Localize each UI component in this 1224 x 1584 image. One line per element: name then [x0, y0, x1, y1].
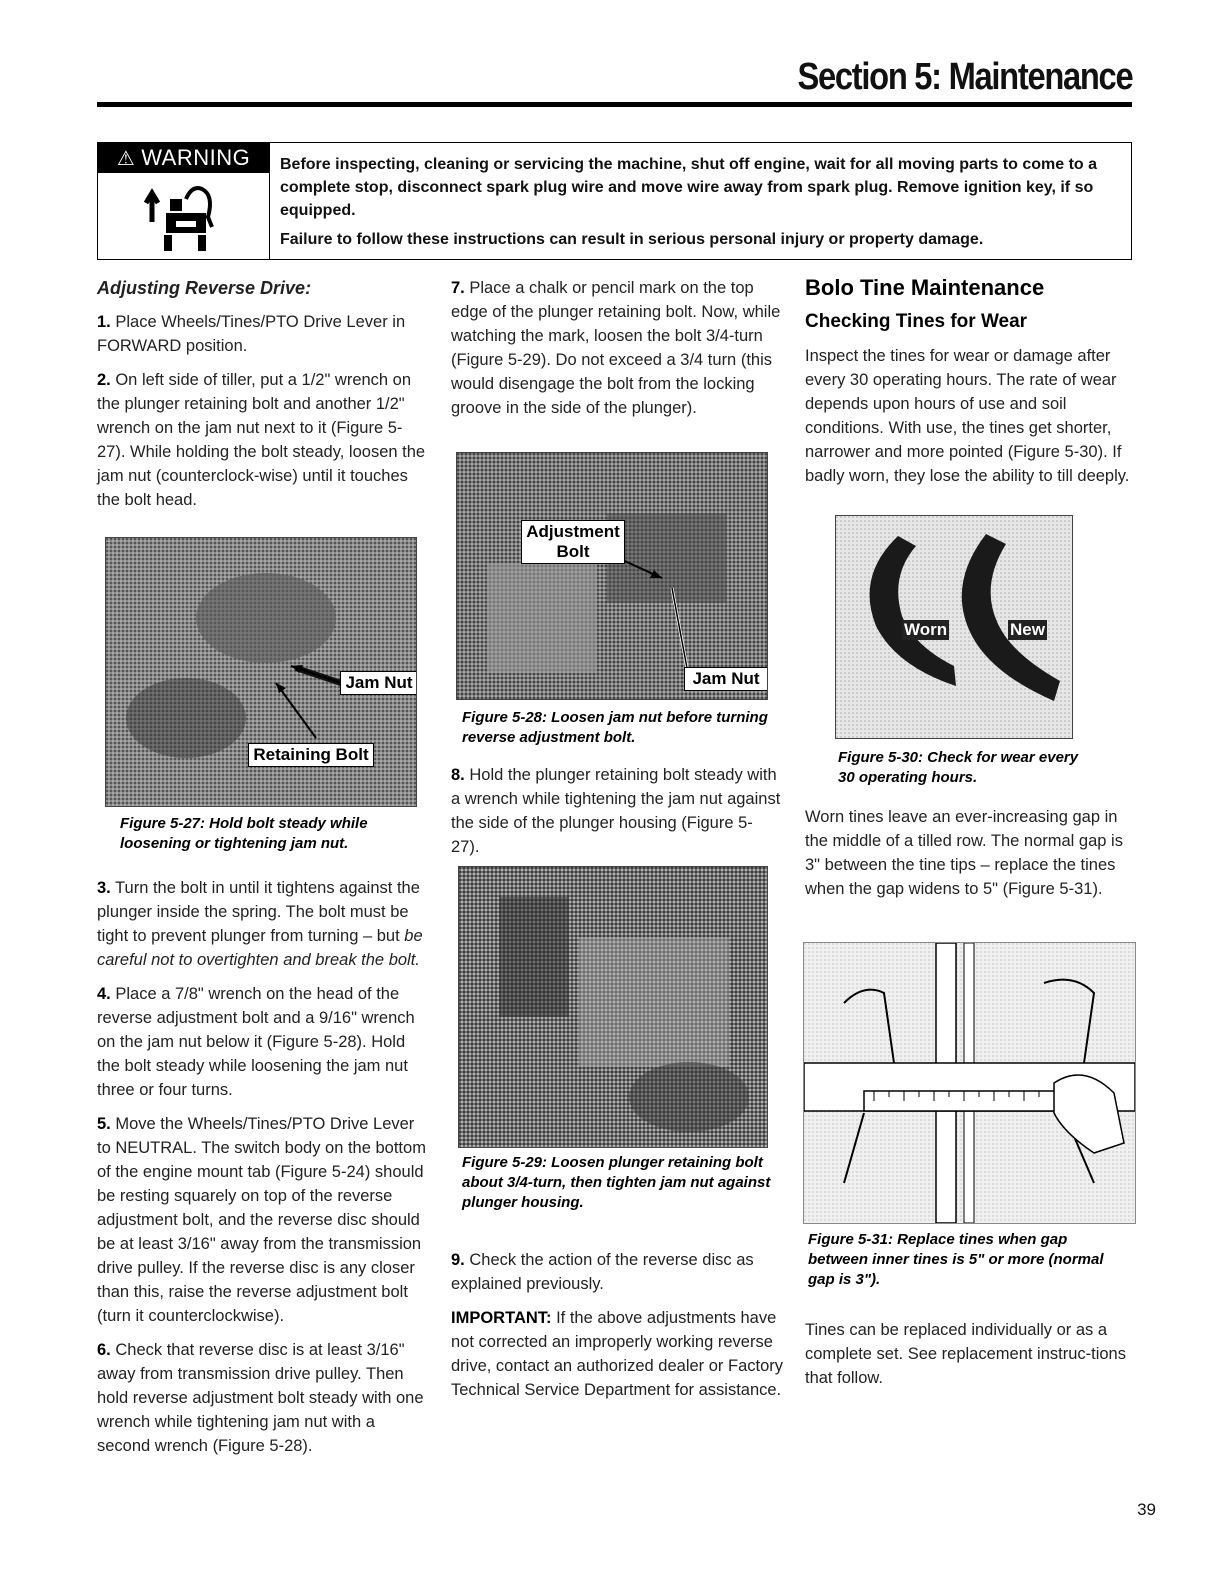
- important-note: IMPORTANT: If the above adjustments have not corrected an improperly working reverse drive, contact an authorized dealer or Factory Technical Service Department for assistance.: [451, 1309, 784, 1399]
- figure-5-27-caption-wrap: [120, 814, 420, 854]
- column-right-lower: [805, 1318, 1135, 1400]
- figure-5-30-caption-wrap: [838, 748, 1098, 788]
- step-7: 7. Place a chalk or pencil mark on the top edge of the plunger retaining bolt. Now, while watching the mark, loosen the bolt 3/4-turn (Figure 5-29). Do not exceed a 3/4 turn (this would disengage the bolt from the locking groove in the side of the plunger).: [451, 279, 781, 417]
- column-middle-step-8: [451, 763, 781, 869]
- figure-5-28-caption-wrap: [462, 708, 772, 748]
- warning-label: ⚠ WARNING: [98, 143, 269, 173]
- column-middle: [451, 276, 781, 430]
- step-3: 3. Turn the bolt in until it tightens against the plunger inside the spring. The bolt must be tight to prevent plunger from turning – but be careful not to overtighten and break the bolt.: [97, 879, 423, 969]
- figure-5-29-caption: Figure 5-29: Loosen plunger retaining bolt about 3/4-turn, then tighten jam nut against plunger housing.: [462, 1154, 771, 1211]
- figure-5-30-caption: Figure 5-30: Check for wear every 30 operating hours.: [838, 749, 1079, 786]
- callout-jam-nut-2: Jam Nut: [684, 667, 768, 691]
- figure-5-29-caption-wrap: [462, 1153, 772, 1213]
- step-9: 9. Check the action of the reverse disc as explained previously.: [451, 1251, 754, 1293]
- figure-5-29-photo: [458, 866, 768, 1148]
- figure-5-27-photo: [105, 537, 417, 807]
- figure-5-28-photo: [456, 452, 768, 700]
- spark-plug-disconnect-icon: [142, 177, 232, 257]
- warning-symbol-panel: [98, 143, 270, 259]
- step-4: 4. Place a 7/8" wrench on the head of the reverse adjustment bolt and a 9/16" wrench on the jam nut below it (Figure 5-28). Hold the bolt steady while loosening the jam nut three or four turns.: [97, 985, 415, 1099]
- column-right: [805, 276, 1135, 498]
- label-worn: Worn: [904, 620, 948, 639]
- bolo-tine-heading: Bolo Tine Maintenance: [805, 275, 1045, 300]
- step-8: 8. Hold the plunger retaining bolt steady with a wrench while tightening the jam nut against the side of the plunger housing (Figure 5-27).: [451, 766, 781, 856]
- tines-inspect-paragraph: Inspect the tines for wear or damage after every 30 operating hours. The rate of wear depends upon hours of use and soil conditions. With use, the tines get shorter, narrower and more pointed (Figure 5-30). If badly worn, they lose the ability to till deeply.: [805, 347, 1130, 485]
- section-subhead: Adjusting Reverse Drive:: [97, 278, 312, 298]
- warning-box: [97, 142, 1132, 260]
- step-6: 6. Check that reverse disc is at least 3/16" away from transmission drive pulley. Then hold reverse adjustment bolt steady with one wrench while tightening jam nut with a second wrench (Figure 5-28).: [97, 1341, 424, 1455]
- tines-replace-paragraph: Tines can be replaced individually or as a complete set. See replacement instruc-tions that follow.: [805, 1321, 1126, 1387]
- warning-triangle-icon: ⚠: [116, 148, 136, 170]
- callout-adjustment-bolt: Adjustment Bolt: [521, 520, 625, 564]
- checking-tines-heading: Checking Tines for Wear: [805, 311, 1028, 332]
- figure-5-31-caption: Figure 5-31: Replace tines when gap between inner tines is 5" or more (normal gap is 3").: [808, 1231, 1104, 1288]
- warning-consequence: Failure to follow these instructions can result in serious personal injury or property damage.: [280, 231, 984, 248]
- column-left: [97, 276, 427, 522]
- step-1: 1. Place Wheels/Tines/PTO Drive Lever in FORWARD position.: [97, 313, 406, 355]
- tines-gap-paragraph: Worn tines leave an ever-increasing gap in the middle of a tilled row. The normal gap is 3" between the tine tips – replace the tines when the gap widens to 5" (Figure 5-31).: [805, 808, 1123, 898]
- page-title: Section 5: Maintenance: [797, 56, 1132, 98]
- step-5: 5. Move the Wheels/Tines/PTO Drive Lever to NEUTRAL. The switch body on the bottom of the engine mount tab (Figure 5-24) should be resting squarely on top of the reverse adjustment bolt, and the reverse disc should be at least 3/16" away from the transmission drive pulley. If the reverse disc is any closer than this, raise the reverse adjustment bolt (turn it counterclockwise).: [97, 1115, 426, 1325]
- callout-retaining-bolt: Retaining Bolt: [248, 743, 374, 767]
- column-right-gap: [805, 805, 1135, 911]
- figure-5-31-caption-wrap: [808, 1230, 1128, 1290]
- step-2: 2. On left side of tiller, put a 1/2" wrench on the plunger retaining bolt and another 1/2" wrench on the jam nut next to it (Figure 5-27). While holding the bolt steady, loosen the jam nut (counterclock-wise) until it touches the bolt head.: [97, 371, 426, 509]
- column-middle-lower: [451, 1248, 783, 1412]
- label-new: New: [1010, 620, 1045, 639]
- page-number: 39: [1137, 1500, 1156, 1519]
- header-rule: [97, 102, 1132, 107]
- figure-5-31-illustration: [803, 942, 1136, 1224]
- figure-5-30-photo: [835, 515, 1073, 739]
- callout-jam-nut: Jam Nut: [340, 671, 417, 695]
- column-left-lower: [97, 876, 429, 1468]
- figure-5-27-caption: Figure 5-27: Hold bolt steady while loosening or tightening jam nut.: [120, 815, 368, 852]
- warning-instructions: Before inspecting, cleaning or servicing the machine, shut off engine, wait for all moving parts to come to a complete stop, disconnect spark plug wire and move wire away from spark plug. Remove ignition key, if so equipped.: [280, 156, 1098, 219]
- figure-5-28-caption: Figure 5-28: Loosen jam nut before turning reverse adjustment bolt.: [462, 709, 768, 746]
